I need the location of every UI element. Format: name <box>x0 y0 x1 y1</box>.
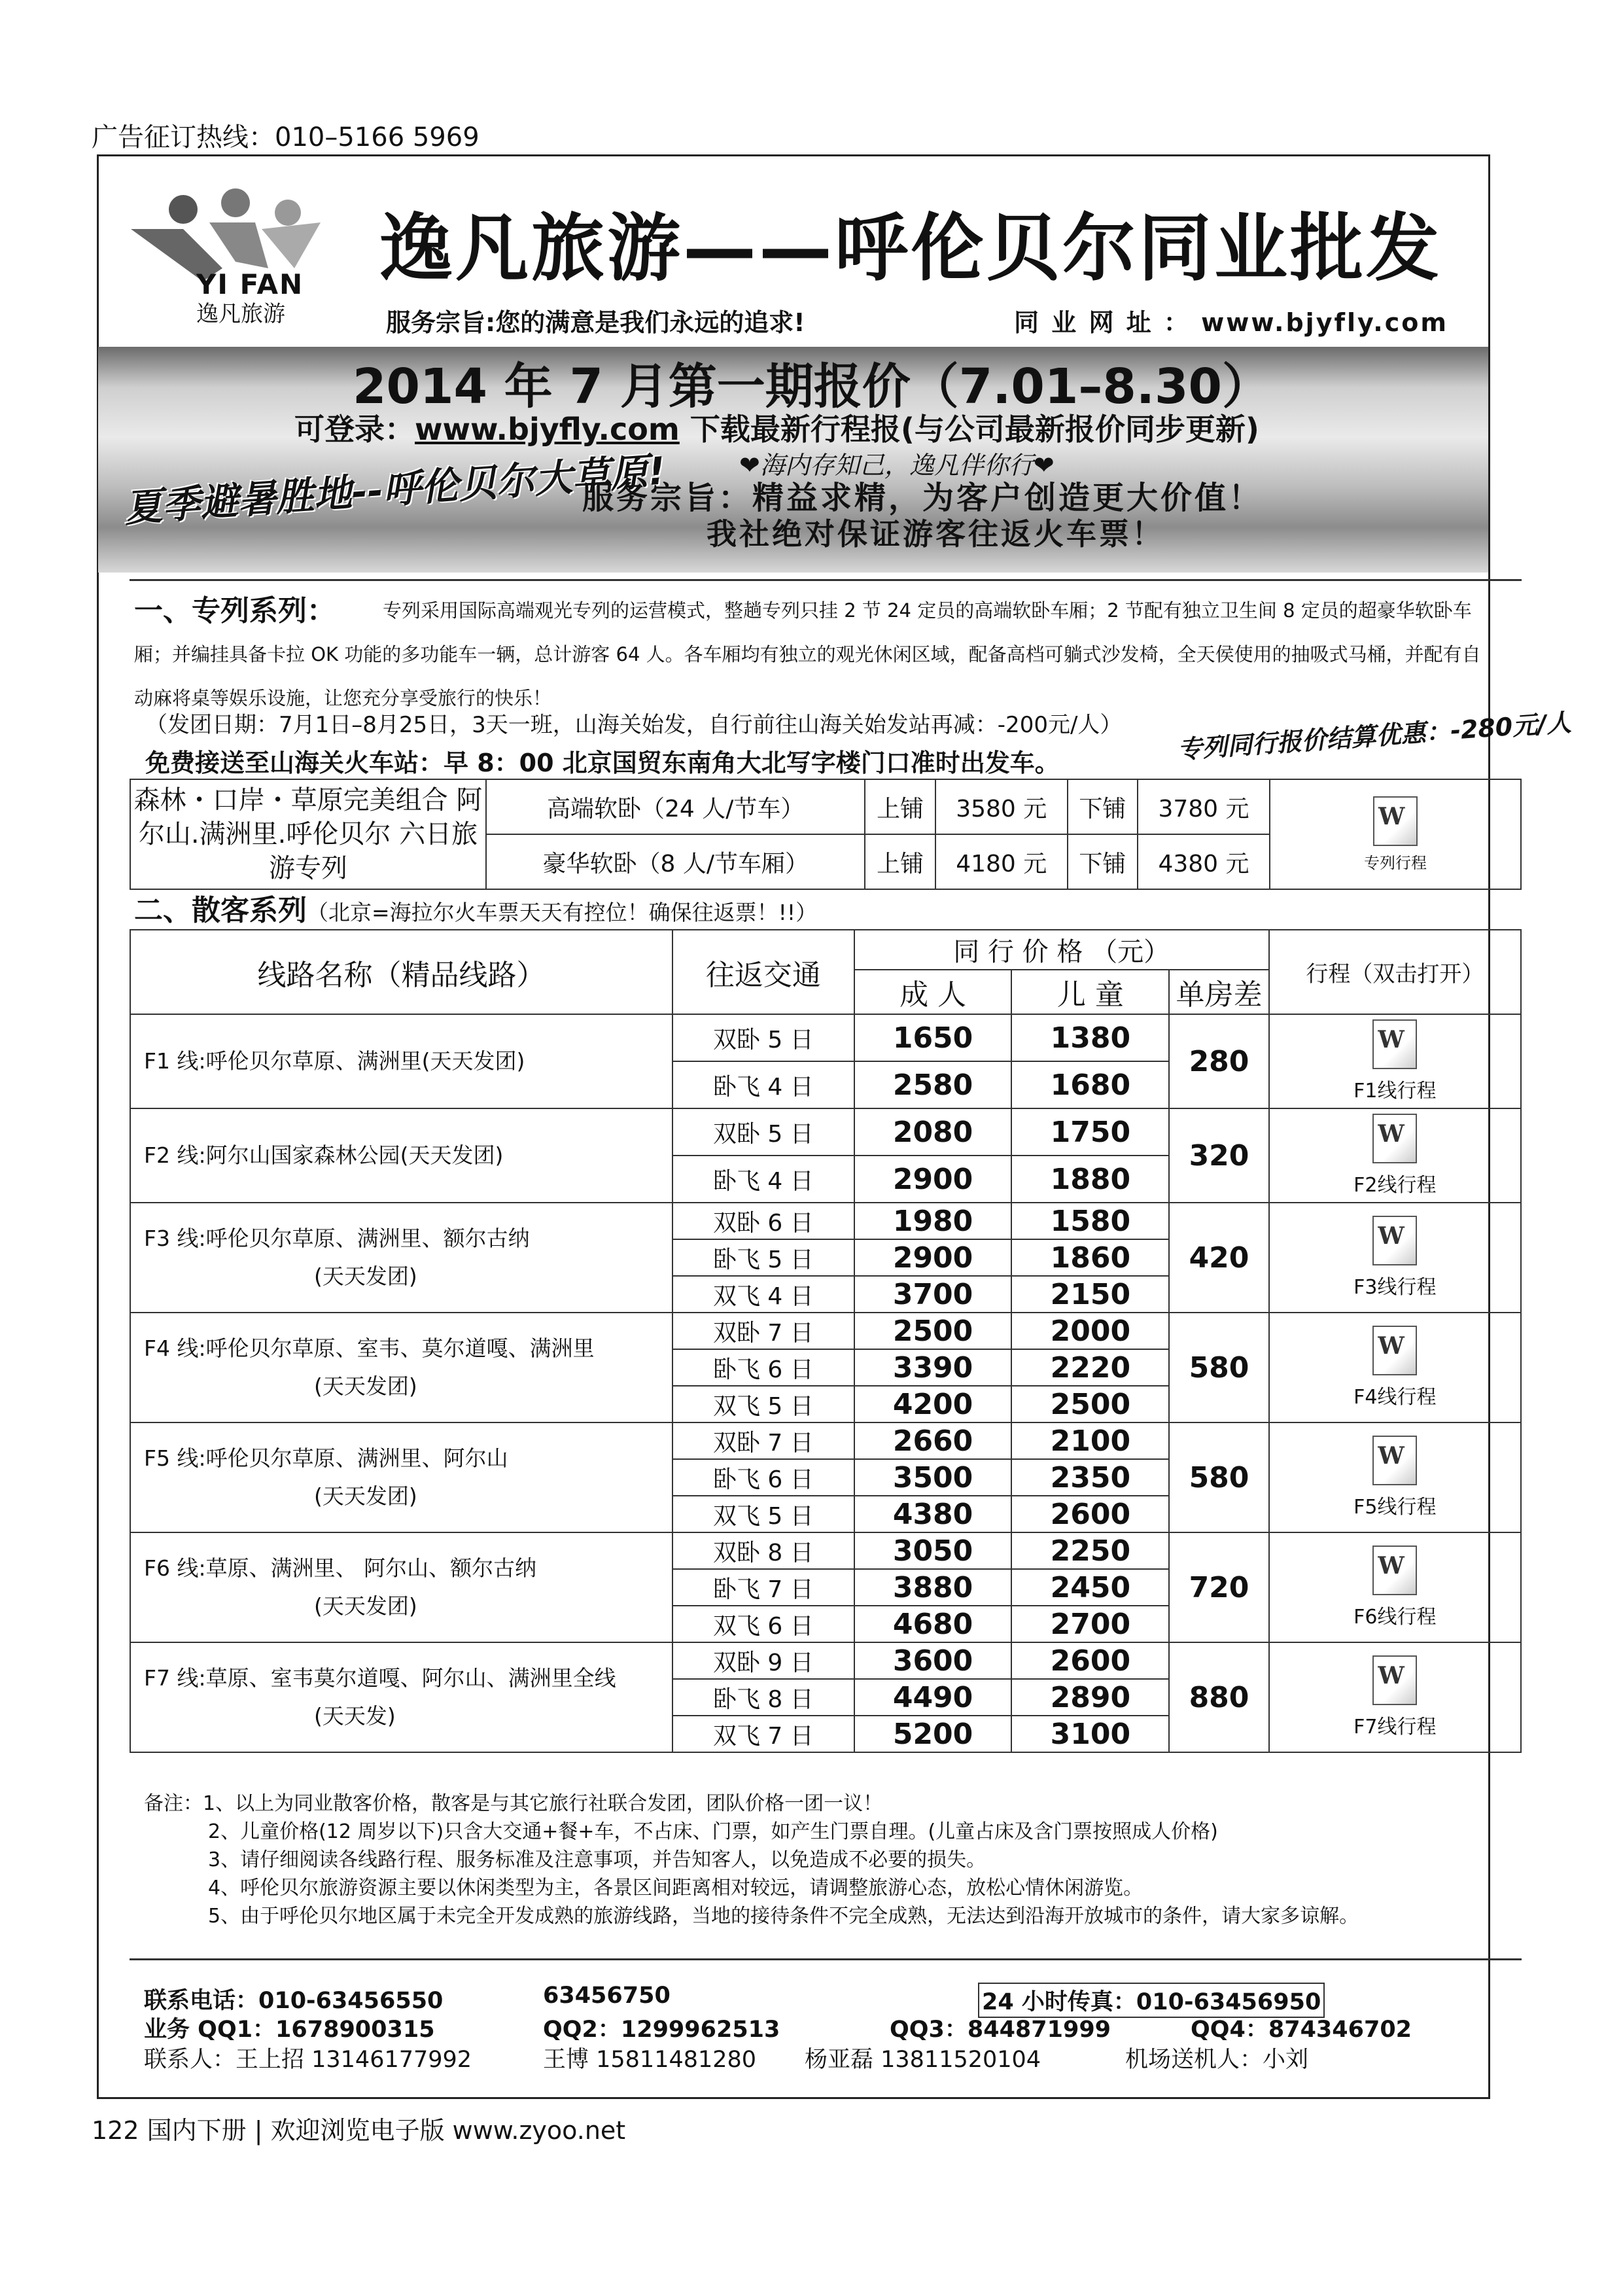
route-name-line: F6 线:草原、满洲里、 阿尔山、额尔古纳 <box>144 1555 537 1581</box>
summer-slogan: 夏季避暑胜地--呼伦贝尔大草原! <box>122 448 667 531</box>
col-itinerary: 行程（双击打开） <box>1269 930 1521 1014</box>
itinerary-label: F5线行程 <box>1353 1496 1437 1519</box>
table-row <box>130 1313 1521 1349</box>
login-suffix: 下载最新行程报(与公司最新报价同步更新) <box>679 412 1259 447</box>
col-single: 单房差 <box>1169 970 1268 1014</box>
price-lower: 4380 元 <box>1138 834 1270 889</box>
transport-mode: 双飞 4 日 <box>672 1276 854 1313</box>
adult-price: 3500 <box>854 1459 1012 1496</box>
itinerary-label: 专列行程 <box>1364 853 1427 872</box>
route-name <box>130 1203 672 1313</box>
transport-mode: 卧飞 8 日 <box>672 1679 854 1716</box>
child-price: 2350 <box>1011 1459 1169 1496</box>
transport-mode: 双卧 7 日 <box>672 1313 854 1349</box>
contact-qq3: QQ3：844871999 <box>890 2017 1111 2043</box>
transport-mode: 双卧 5 日 <box>672 1108 854 1156</box>
login-line <box>294 406 1259 449</box>
table-row <box>130 1203 1521 1239</box>
note-3: 3、请仔细阅读各线路行程、服务标准及注意事项，并告知客人，以免造成不必要的损失。 <box>208 1848 986 1871</box>
adult-price: 3880 <box>854 1569 1012 1606</box>
contact-qq2: QQ2：1299962513 <box>543 2017 780 2043</box>
child-price: 1680 <box>1011 1061 1169 1108</box>
logo-en: YI FAN <box>196 268 304 300</box>
transport-mode: 卧飞 4 日 <box>672 1156 854 1203</box>
berth-lower: 下铺 <box>1068 834 1138 889</box>
contact-person2: 王博 15811481280 <box>543 2047 757 2073</box>
section1-desc-text: 专列采用国际高端观光专列的运营模式，整趟专列只挂 2 节 24 定员的高端软卧车厢；2 节配有独立卫生间 8 定员的超豪华软卧车厢；并编挂具备卡拉 OK 功能的多功能车一辆，总计游客 64 人。各车厢均有独立的观光休闲区域，配备高档可躺式沙发椅，全天侯使用的抽吸式马桶，并配有自动麻将桌等娱乐设施，让您充分享受旅行的快乐！ <box>134 599 1481 709</box>
note-5: 5、由于呼伦贝尔地区属于未完全开发成熟的旅游线路，当地的接待条件不完全成熟，无法达到沿海开放城市的条件，请大家多谅解。 <box>208 1905 1359 1928</box>
transport-mode: 双卧 6 日 <box>672 1203 854 1239</box>
table-row <box>130 1642 1521 1679</box>
col-price: 同 行 价 格 （元） <box>854 930 1269 970</box>
transport-mode: 双飞 5 日 <box>672 1496 854 1532</box>
divider <box>130 579 1522 581</box>
adult-price: 2580 <box>854 1061 1012 1108</box>
contact-person1: 联系人：王上招 13146177992 <box>144 2047 472 2073</box>
itinerary-link[interactable] <box>1269 1642 1521 1752</box>
transport-mode: 双飞 5 日 <box>672 1386 854 1422</box>
divider <box>130 1958 1522 1960</box>
word-doc-icon[interactable] <box>1372 1114 1417 1163</box>
price-upper: 4180 元 <box>935 834 1068 889</box>
child-price: 1750 <box>1011 1108 1169 1156</box>
ticket-guarantee: 我社绝对保证游客往返火车票！ <box>707 516 1164 552</box>
route-name-line: F5 线:呼伦贝尔草原、满洲里、阿尔山 <box>144 1445 508 1471</box>
contact-phone: 联系电话：010-63456550 <box>144 1988 444 2014</box>
single-room-supplement: 580 <box>1169 1422 1268 1532</box>
note-1: 备注：1、以上为同业散客价格，散客是与其它旅行社联合发团，团队价格一团一议！ <box>144 1792 883 1815</box>
child-price: 2600 <box>1011 1642 1169 1679</box>
word-doc-icon[interactable] <box>1372 1216 1417 1265</box>
single-room-supplement: 720 <box>1169 1532 1268 1642</box>
adult-price: 3050 <box>854 1532 1012 1569</box>
transport-mode: 双飞 7 日 <box>672 1716 854 1752</box>
child-price: 2500 <box>1011 1386 1169 1422</box>
contacts <box>144 1983 1452 2072</box>
transport-mode: 双飞 6 日 <box>672 1606 854 1642</box>
login-prefix: 可登录： <box>294 412 415 447</box>
note-2: 2、儿童价格(12 周岁以下)只含大交通+餐+车，不占床、门票，如产生门票自理。(儿童占床及含门票按照成人价格) <box>208 1820 1218 1843</box>
adult-price: 1980 <box>854 1203 1012 1239</box>
col-adult: 成 人 <box>854 970 1012 1014</box>
word-doc-icon[interactable] <box>1372 1326 1417 1375</box>
route-name-sub: (天天发团) <box>314 1263 417 1289</box>
special-product-name: 森林・口岸・草原完美组合 阿尔山.满洲里.呼伦贝尔 六日旅游专列 <box>130 779 486 889</box>
child-price: 2890 <box>1011 1679 1169 1716</box>
route-name-line: F3 线:呼伦贝尔草原、满洲里、额尔古纳 <box>144 1226 530 1251</box>
adult-price: 1650 <box>854 1014 1012 1061</box>
route-name-sub: (天天发) <box>314 1703 396 1729</box>
login-url-link[interactable]: www.bjyfly.com <box>415 412 680 447</box>
transport-mode: 双卧 7 日 <box>672 1422 854 1459</box>
transport-mode: 卧飞 6 日 <box>672 1459 854 1496</box>
word-doc-icon[interactable] <box>1372 1019 1417 1069</box>
berth-upper: 上铺 <box>865 834 935 889</box>
single-room-supplement: 320 <box>1169 1108 1268 1203</box>
adult-price: 2080 <box>854 1108 1012 1156</box>
route-name-line: F7 线:草原、室韦莫尔道嘎、阿尔山、满洲里全线 <box>144 1665 616 1691</box>
itinerary-link[interactable] <box>1269 1108 1521 1203</box>
child-price: 2100 <box>1011 1422 1169 1459</box>
route-name <box>130 1422 672 1532</box>
col-transport: 往返交通 <box>672 930 854 1014</box>
slogan: ❤海内存知己，逸凡伴你行❤ <box>739 451 1055 480</box>
route-name <box>130 1532 672 1642</box>
company-title: 逸凡旅游——呼伦贝尔同业批发 <box>379 206 1442 291</box>
price-lower: 3780 元 <box>1138 779 1270 834</box>
child-price: 2700 <box>1011 1606 1169 1642</box>
child-price: 1580 <box>1011 1203 1169 1239</box>
adult-price: 3700 <box>854 1276 1012 1313</box>
single-room-supplement: 580 <box>1169 1313 1268 1422</box>
route-name-line: F1 线:呼伦贝尔草原、满洲里(天天发团) <box>144 1048 525 1074</box>
child-price: 2600 <box>1011 1496 1169 1532</box>
child-price: 1860 <box>1011 1239 1169 1276</box>
adult-price: 2900 <box>854 1156 1012 1203</box>
transport-mode: 卧飞 5 日 <box>672 1239 854 1276</box>
table-header-row <box>130 930 1521 970</box>
col-route: 线路名称（精品线路） <box>130 930 672 1014</box>
transfer-info: 免费接送至山海关火车站：早 8：00 北京国贸东南角大北写字楼门口准时出发车。 <box>145 749 1060 777</box>
itinerary-label: F1线行程 <box>1353 1080 1437 1103</box>
transport-mode: 双卧 9 日 <box>672 1642 854 1679</box>
contact-fax: 24 小时传真：010-63456950 <box>978 1983 1325 2018</box>
child-price: 1880 <box>1011 1156 1169 1203</box>
logo-cn: 逸凡旅游 <box>196 301 285 327</box>
adult-price: 4490 <box>854 1679 1012 1716</box>
child-price: 2150 <box>1011 1276 1169 1313</box>
website[interactable]: 同 业 网 址 ： www.bjyfly.com <box>1014 308 1448 337</box>
section1-heading: 一、专列系列： <box>134 594 336 627</box>
section2-title: 二、散客系列 <box>134 894 307 927</box>
contact-person3: 杨亚磊 13811520104 <box>805 2047 1041 2073</box>
transport-mode: 卧飞 4 日 <box>672 1061 854 1108</box>
issue-title: 2014 年 7 月第一期报价（7.01–8.30） <box>353 359 1270 415</box>
section2-heading <box>134 887 817 928</box>
child-price: 3100 <box>1011 1716 1169 1752</box>
berth-lower: 下铺 <box>1068 779 1138 834</box>
price-upper: 3580 元 <box>935 779 1068 834</box>
itinerary-label: F3线行程 <box>1353 1276 1437 1299</box>
route-name <box>130 1014 672 1108</box>
itinerary-label: F4线行程 <box>1353 1386 1437 1409</box>
transport-mode: 卧飞 7 日 <box>672 1569 854 1606</box>
peer-discount: 专列同行报价结算优惠：-280元/人 <box>1176 707 1573 764</box>
adult-price: 3600 <box>854 1642 1012 1679</box>
ad-hotline: 广告征订热线：010–5166 5969 <box>92 122 480 152</box>
special-itinerary-link[interactable] <box>1270 779 1521 889</box>
adult-price: 4200 <box>854 1386 1012 1422</box>
cabin-type: 高端软卧（24 人/节车） <box>486 779 865 834</box>
itinerary-link[interactable] <box>1269 1203 1521 1313</box>
adult-price: 3390 <box>854 1349 1012 1386</box>
single-room-supplement: 420 <box>1169 1203 1268 1313</box>
berth-upper: 上铺 <box>865 779 935 834</box>
route-name <box>130 1642 672 1752</box>
itinerary-link[interactable] <box>1269 1422 1521 1532</box>
child-price: 2250 <box>1011 1532 1169 1569</box>
service-motto-2: 服务宗旨：精益求精，为客户创造更大价值！ <box>582 480 1263 516</box>
route-name-line: F4 线:呼伦贝尔草原、室韦、莫尔道嘎、满洲里 <box>144 1335 595 1361</box>
itinerary-link[interactable] <box>1269 1313 1521 1422</box>
single-room-supplement: 880 <box>1169 1642 1268 1752</box>
table-row <box>130 779 1521 834</box>
adult-price: 5200 <box>854 1716 1012 1752</box>
word-doc-icon[interactable] <box>1372 1545 1417 1595</box>
adult-price: 2660 <box>854 1422 1012 1459</box>
child-price: 2450 <box>1011 1569 1169 1606</box>
note-4: 4、呼伦贝尔旅游资源主要以休闲类型为主，各景区间距离相对较远，请调整旅游心态，放松心情休闲游览。 <box>208 1877 1143 1899</box>
table-row <box>130 1532 1521 1569</box>
contact-phone2: 63456750 <box>543 1983 671 2009</box>
section1-description <box>134 589 1495 720</box>
route-name <box>130 1313 672 1422</box>
service-motto: 服务宗旨:您的满意是我们永远的追求! <box>386 308 805 337</box>
adult-price: 2900 <box>854 1239 1012 1276</box>
transport-mode: 卧飞 6 日 <box>672 1349 854 1386</box>
table-row <box>130 1422 1521 1459</box>
single-room-supplement: 280 <box>1169 1014 1268 1108</box>
route-name-sub: (天天发团) <box>314 1373 417 1399</box>
word-doc-icon[interactable] <box>1373 796 1418 846</box>
word-doc-icon[interactable] <box>1372 1655 1417 1705</box>
itinerary-link[interactable] <box>1269 1014 1521 1108</box>
child-price: 2220 <box>1011 1349 1169 1386</box>
route-name <box>130 1108 672 1203</box>
cabin-type: 豪华软卧（8 人/节车厢） <box>486 834 865 889</box>
contact-person4: 机场送机人：小刘 <box>1125 2047 1309 2073</box>
special-train-table <box>130 779 1522 890</box>
itinerary-label: F6线行程 <box>1353 1606 1437 1629</box>
table-row <box>130 1108 1521 1156</box>
route-name-sub: (天天发团) <box>314 1593 417 1619</box>
itinerary-link[interactable] <box>1269 1532 1521 1642</box>
itinerary-label: F2线行程 <box>1353 1174 1437 1197</box>
table-row <box>130 1014 1521 1061</box>
route-price-table <box>130 929 1522 1753</box>
departure-info: （发团日期：7月1日–8月25日，3天一班，山海关始发，自行前往山海关始发站再减：-200元/人） <box>145 712 1123 738</box>
child-price: 2000 <box>1011 1313 1169 1349</box>
contact-qq4: QQ4：874346702 <box>1191 2017 1412 2043</box>
adult-price: 2500 <box>854 1313 1012 1349</box>
route-name-line: F2 线:阿尔山国家森林公园(天天发团) <box>144 1142 504 1168</box>
word-doc-icon[interactable] <box>1372 1436 1417 1485</box>
section2-note: （北京=海拉尔火车票天天有控位！确保往返票！!!） <box>307 900 818 925</box>
itinerary-label: F7线行程 <box>1353 1716 1437 1739</box>
contact-qq1: 业务 QQ1：1678900315 <box>144 2017 435 2043</box>
adult-price: 4680 <box>854 1606 1012 1642</box>
child-price: 1380 <box>1011 1014 1169 1061</box>
col-child: 儿 童 <box>1011 970 1169 1014</box>
notes <box>144 1790 1359 1930</box>
adult-price: 4380 <box>854 1496 1012 1532</box>
transport-mode: 双卧 5 日 <box>672 1014 854 1061</box>
route-name-sub: (天天发团) <box>314 1483 417 1509</box>
transport-mode: 双卧 8 日 <box>672 1532 854 1569</box>
page-footer: 122 国内下册 | 欢迎浏览电子版 www.zyoo.net <box>92 2116 626 2145</box>
